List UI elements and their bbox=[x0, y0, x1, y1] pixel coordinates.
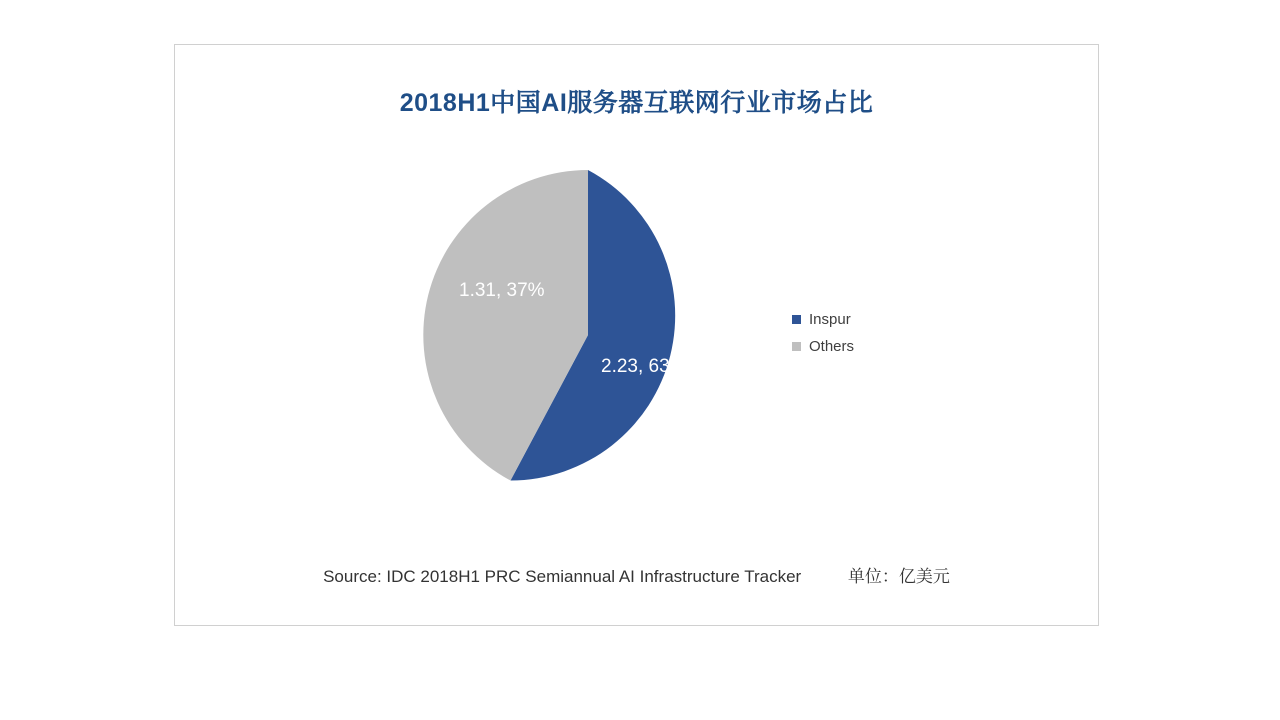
chart-title: 2018H1中国AI服务器互联网行业市场占比 bbox=[399, 89, 874, 117]
legend-label-inspur: Inspur bbox=[809, 310, 851, 328]
legend-label-others: Others bbox=[809, 337, 855, 355]
chart-footer bbox=[175, 562, 1098, 587]
legend-swatch-icon-inspur bbox=[792, 315, 801, 324]
chart-legend bbox=[792, 310, 952, 364]
pie-slice-label-others: 1.31, 37% bbox=[459, 280, 545, 301]
pie-chart-svg bbox=[423, 170, 753, 500]
chart-source-note: Source: IDC 2018H1 PRC Semiannual AI Infrastructure Tracker bbox=[323, 567, 802, 586]
legend-item-inspur[interactable] bbox=[792, 310, 952, 328]
pie-chart-plot-area bbox=[423, 170, 753, 500]
legend-swatch-icon-others bbox=[792, 342, 801, 351]
chart-card bbox=[174, 44, 1099, 626]
chart-unit-note: 单位：亿美元 bbox=[847, 567, 950, 586]
pie-slice-label-inspur: 2.23, 63% bbox=[601, 356, 687, 377]
legend-item-others[interactable] bbox=[792, 337, 952, 355]
